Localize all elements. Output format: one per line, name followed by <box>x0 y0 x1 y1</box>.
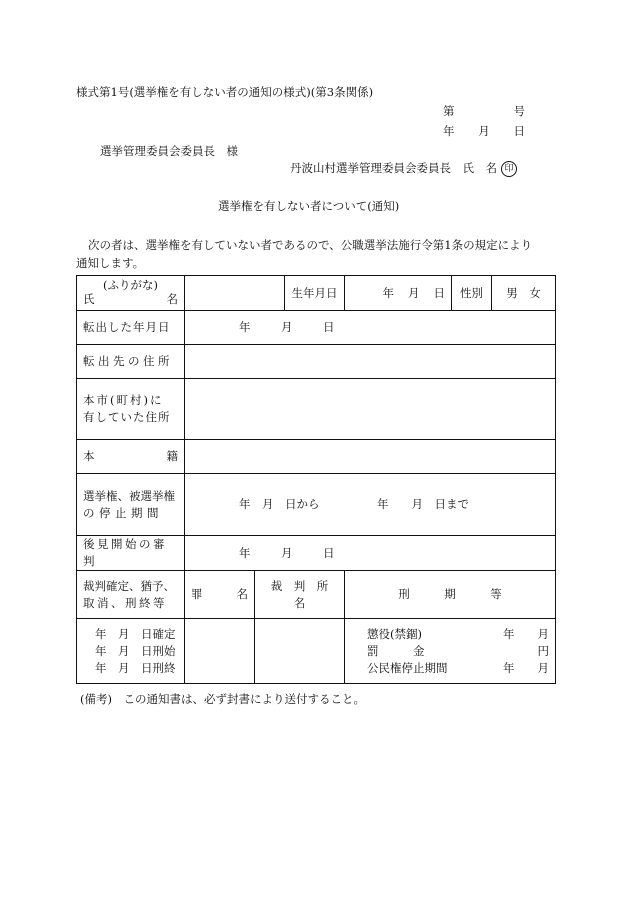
guardian-day: 日 <box>323 545 335 560</box>
prev-address-label-2: 有していた住所 <box>83 410 171 424</box>
row-honseki <box>77 440 556 474</box>
name-label-cell <box>77 276 185 311</box>
crime-label-2: 名 <box>236 587 248 601</box>
crime-label-cell <box>185 571 255 619</box>
sentence-row-fine <box>367 643 549 660</box>
moved-date-value-cell[interactable] <box>185 311 556 345</box>
suspension-value: 年 月 日から 年 月 日まで <box>239 497 469 511</box>
name-label-1: 氏 <box>83 292 95 306</box>
birth-year: 年 <box>382 285 394 300</box>
prev-address-label <box>77 379 185 440</box>
birth-value-cell[interactable] <box>345 276 452 311</box>
prev-address-label-1: 本市(町村)に <box>83 393 164 407</box>
row-prev-address <box>77 379 556 440</box>
honseki-label <box>77 440 185 474</box>
verdict-dates-cell[interactable] <box>77 619 185 684</box>
row-moved-date <box>77 311 556 345</box>
honseki-value-cell[interactable] <box>185 440 556 474</box>
moved-date-label-text: 転出した年月日 <box>83 320 171 334</box>
moved-to-label-text: 転出先の住所 <box>83 354 173 368</box>
sentence-civil-label: 公民権停止期間 <box>367 660 448 675</box>
birth-month: 月 <box>408 285 420 300</box>
sentence-value-cell[interactable] <box>345 619 556 684</box>
crime-value-cell[interactable] <box>185 619 255 684</box>
guardian-label <box>77 536 185 571</box>
honseki-label-2: 籍 <box>166 449 178 463</box>
row-guardian <box>77 536 556 571</box>
moved-day: 日 <box>323 320 335 334</box>
row-moved-to <box>77 345 556 379</box>
notification-table <box>76 275 556 684</box>
birth-label-cell: 生年月日 <box>285 276 345 311</box>
number-prefix: 第 <box>443 104 455 118</box>
verdict-label <box>77 571 185 619</box>
sentence-prison-unit: 年 月 <box>503 626 549 641</box>
footer-note: (備考) この通知書は、必ず封書により送付すること。 <box>80 692 365 706</box>
sentence-fine-label: 罰 金 <box>367 643 425 658</box>
moved-to-value-cell[interactable] <box>185 345 556 379</box>
number-line <box>443 103 525 119</box>
row-name <box>77 276 556 311</box>
sender-line <box>290 160 517 177</box>
sentence-label-cell: 刑 期 等 <box>345 571 556 619</box>
sentence-prison-label: 懲役(禁錮) <box>367 626 422 641</box>
date-sentence-start: 年 月 日刑始 <box>95 643 176 658</box>
guardian-label-text: 後見開始の審判 <box>83 537 167 568</box>
furigana-label: (ふりがな) <box>103 278 158 292</box>
moved-month: 月 <box>281 320 293 334</box>
row-verdict-detail <box>77 619 556 684</box>
sex-value-cell[interactable]: 男 女 <box>492 276 556 311</box>
body-text-2: 通知します。 <box>76 256 145 270</box>
moved-year: 年 <box>239 320 251 334</box>
birth-day: 日 <box>433 285 445 300</box>
date-sentence-end: 年 月 日刑終 <box>95 660 176 675</box>
date-line <box>443 123 525 139</box>
sentence-row-prison <box>367 626 549 643</box>
honseki-label-1: 本 <box>83 449 95 463</box>
moved-to-label <box>77 345 185 379</box>
suspension-value-cell[interactable] <box>185 474 556 536</box>
addressee: 選挙管理委員会委員長 様 <box>100 144 238 158</box>
moved-date-label <box>77 311 185 345</box>
court-value-cell[interactable] <box>255 619 345 684</box>
guardian-year: 年 <box>239 545 251 560</box>
guardian-month: 月 <box>281 545 293 560</box>
seal-mark: 印 <box>501 161 517 177</box>
date-day: 日 <box>513 124 525 138</box>
row-verdict-header <box>77 571 556 619</box>
prev-address-value-cell[interactable] <box>185 379 556 440</box>
subject: 選挙権を有しない者について(通知) <box>218 199 400 213</box>
row-suspension <box>77 474 556 536</box>
date-month: 月 <box>478 124 490 138</box>
court-label-cell: 裁 判 所 名 <box>255 571 345 619</box>
sentence-row-civil <box>367 660 549 677</box>
verdict-label-1: 裁判確定、猶予、 <box>83 578 175 593</box>
suspension-label-2: の停止期間 <box>83 505 163 520</box>
crime-label-1: 罪 <box>191 587 203 601</box>
body-text-1: 次の者は、選挙権を有していない者であるので、公職選挙法施行令第1条の規定により <box>88 238 533 252</box>
sentence-civil-unit: 年 月 <box>503 660 549 675</box>
suspension-label-1: 選挙権、被選挙権 <box>83 488 175 503</box>
suspension-label <box>77 474 185 536</box>
sender: 丹波山村選挙管理委員会委員長 氏 名 <box>290 161 497 175</box>
sex-label-cell: 性別 <box>452 276 492 311</box>
name-label <box>83 292 178 307</box>
form-title: 様式第1号(選挙権を有しない者の通知の様式)(第3条関係) <box>76 85 374 99</box>
sentence-fine-unit: 円 <box>537 643 549 658</box>
date-year: 年 <box>443 124 455 138</box>
guardian-value-cell[interactable] <box>185 536 556 571</box>
number-suffix: 号 <box>513 104 525 118</box>
name-value-cell[interactable] <box>185 276 285 311</box>
name-label-2: 名 <box>166 292 178 306</box>
date-confirmed: 年 月 日確定 <box>95 626 176 641</box>
verdict-label-2: 取消、刑終等 <box>83 595 167 610</box>
